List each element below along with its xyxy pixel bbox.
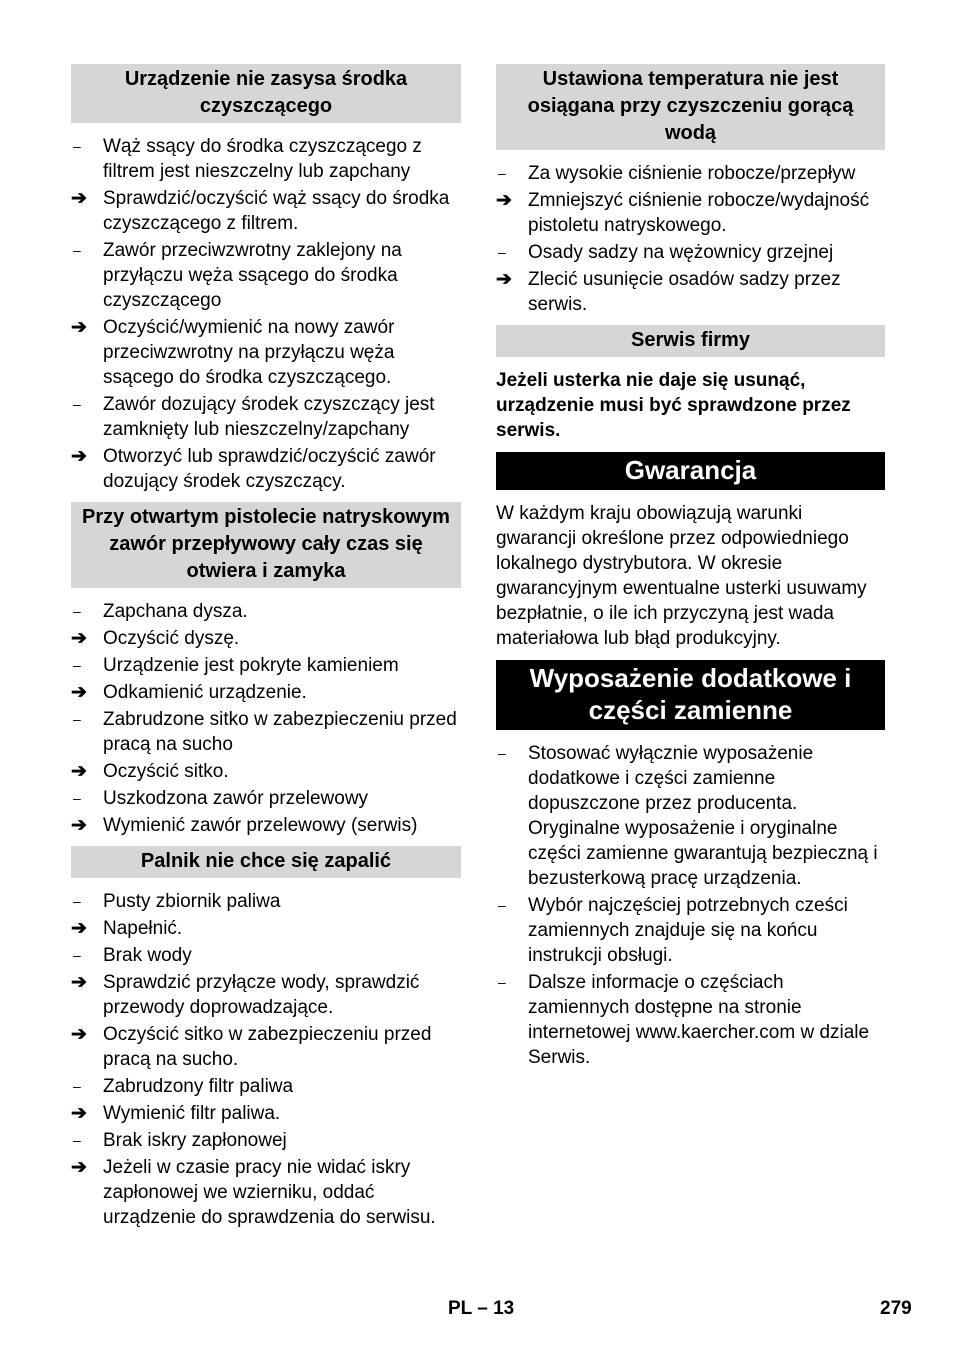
arrow-right-icon: ➔ xyxy=(71,918,87,939)
arrow-right-icon: ➔ xyxy=(71,188,87,209)
arrow-right-icon: ➔ xyxy=(71,1024,87,1045)
dash-bullet-icon: – xyxy=(73,1132,81,1148)
arrow-right-icon: ➔ xyxy=(71,446,87,467)
item-text: Zawór dozujący środek czyszczący jest zamknięty lub nieszczelny/zapchany xyxy=(103,394,435,440)
item-text: Brak wody xyxy=(103,945,192,966)
item-text: Wybór najczęściej potrzebnych cześci zamiennych znajduje się na końcu instrukcji obsługi. xyxy=(528,895,848,966)
dash-bullet-icon: – xyxy=(498,897,506,913)
footer-language: PL xyxy=(448,1298,472,1319)
dash-bullet-icon: – xyxy=(73,893,81,909)
dash-bullet-icon: – xyxy=(498,974,506,990)
item-text: Oczyścić dyszę. xyxy=(103,628,240,649)
cause-item xyxy=(496,161,885,186)
section-heading-accessories: Wyposażenie dodatkowe i części zamienne xyxy=(496,660,885,730)
item-text: Zabrudzone sitko w zabezpieczeniu przed pracą na sucho xyxy=(103,709,457,755)
item-text: Wąż ssący do środka czyszczącego z filtrem jest nieszczelny lub zapchany xyxy=(103,136,422,182)
arrow-right-icon: ➔ xyxy=(71,1103,87,1124)
cause-item xyxy=(71,1128,461,1153)
arrow-right-icon: ➔ xyxy=(71,761,87,782)
cause-item xyxy=(71,134,461,184)
cause-item xyxy=(71,1074,461,1099)
remedy-item xyxy=(71,813,461,838)
cause-item xyxy=(496,893,885,968)
section-heading-service: Serwis firmy xyxy=(496,325,885,357)
item-text: Osady sadzy na wężownicy grzejnej xyxy=(528,242,834,263)
dash-bullet-icon: – xyxy=(73,657,81,673)
item-text: Za wysokie ciśnienie robocze/przepływ xyxy=(528,163,856,184)
item-text: Wymienić filtr paliwa. xyxy=(103,1103,281,1124)
item-text: Zmniejszyć ciśnienie robocze/wydajność pistoletu natryskowego. xyxy=(528,190,870,236)
cause-item xyxy=(71,707,461,757)
item-text: Sprawdzić przyłącze wody, sprawdzić przewody doprowadzające. xyxy=(103,972,420,1018)
arrow-right-icon: ➔ xyxy=(71,628,87,649)
remedy-item xyxy=(496,188,885,238)
item-text: Zabrudzony filtr paliwa xyxy=(103,1076,294,1097)
arrow-right-icon: ➔ xyxy=(71,682,87,703)
item-text: Odkamienić urządzenie. xyxy=(103,682,307,703)
footer-language-page xyxy=(448,1298,514,1320)
section-heading-burner: Palnik nie chce się zapalić xyxy=(71,846,461,878)
section-heading-flow-valve: Przy otwartym pistolecie natryskowym zawór przepływowy cały czas się otwiera i zamyka xyxy=(71,502,461,588)
arrow-right-icon: ➔ xyxy=(71,815,87,836)
cause-item xyxy=(71,599,461,624)
troubleshooting-list xyxy=(71,889,461,1230)
remedy-item xyxy=(71,444,461,494)
item-text: Jeżeli w czasie pracy nie widać iskry zapłonowej we wzierniku, oddać urządzenie do sprawdzenia do serwisu. xyxy=(103,1157,436,1228)
arrow-right-icon: ➔ xyxy=(71,1157,87,1178)
dash-bullet-icon: – xyxy=(498,745,506,761)
remedy-item xyxy=(71,186,461,236)
dash-bullet-icon: – xyxy=(73,1078,81,1094)
item-text: Otworzyć lub sprawdzić/oczyścić zawór dozujący środek czyszczący. xyxy=(103,446,436,492)
remedy-item xyxy=(71,759,461,784)
cause-item xyxy=(71,889,461,914)
arrow-right-icon: ➔ xyxy=(71,972,87,993)
cause-item xyxy=(496,741,885,891)
arrow-right-icon: ➔ xyxy=(496,190,512,211)
dash-bullet-icon: – xyxy=(73,711,81,727)
dash-bullet-icon: – xyxy=(73,603,81,619)
remedy-item xyxy=(71,315,461,390)
footer-local-page: – 13 xyxy=(477,1298,515,1319)
item-text: Oczyścić sitko w zabezpieczeniu przed pracą na sucho. xyxy=(103,1024,432,1070)
troubleshooting-list xyxy=(71,599,461,838)
item-text: Zawór przeciwzwrotny zaklejony na przyłączu węża ssącego do środka czyszczącego xyxy=(103,240,402,311)
troubleshooting-list xyxy=(71,134,461,494)
item-text: Sprawdzić/oczyścić wąż ssący do środka czyszczącego z filtrem. xyxy=(103,188,450,234)
remedy-item xyxy=(71,1101,461,1126)
warranty-paragraph: W każdym kraju obowiązują warunki gwarancji określone przez odpowiedniego lokalnego dystrybutora. W okresie gwarancyjnym ewentualne usterki usuwamy bezpłatnie, o ile ich przyczyną jest wada materiałowa lub błąd produkcyjny. xyxy=(496,503,867,649)
dash-bullet-icon: – xyxy=(498,165,506,181)
item-text: Pusty zbiornik paliwa xyxy=(103,891,281,912)
remedy-item xyxy=(71,1155,461,1230)
right-column xyxy=(496,64,885,1078)
remedy-item xyxy=(71,626,461,651)
dash-bullet-icon: – xyxy=(73,396,81,412)
section-heading-temperature: Ustawiona temperatura nie jest osiągana przy czyszczeniu gorącą wodą xyxy=(496,64,885,150)
remedy-item xyxy=(496,267,885,317)
item-text: Uszkodzona zawór przelewowy xyxy=(103,788,369,809)
remedy-item xyxy=(71,1022,461,1072)
item-text: Napełnić. xyxy=(103,918,183,939)
remedy-item xyxy=(71,680,461,705)
cause-item xyxy=(496,240,885,265)
item-text: Dalsze informacje o częściach zamiennych dostępne na stronie internetowej www.kaercher.com w dziale Serwis. xyxy=(528,972,870,1068)
item-text: Wymienić zawór przelewowy (serwis) xyxy=(103,815,418,836)
cause-item xyxy=(496,970,885,1070)
item-text: Stosować wyłącznie wyposażenie dodatkowe i części zamienne dopuszczone przez producenta. Oryginalne wyposażenie i oryginalne części zamienne gwarantują bezpieczną i bezusterkową pracę urządzenia. xyxy=(528,743,878,889)
item-text: Urządzenie jest pokryte kamieniem xyxy=(103,655,399,676)
troubleshooting-list xyxy=(496,161,885,317)
cause-item xyxy=(71,653,461,678)
dash-bullet-icon: – xyxy=(73,790,81,806)
footer-page-number: 279 xyxy=(880,1298,912,1319)
item-text: Brak iskry zapłonowej xyxy=(103,1130,287,1151)
cause-item xyxy=(71,238,461,313)
item-text: Zlecić usunięcie osadów sadzy przez serwis. xyxy=(528,269,841,315)
arrow-right-icon: ➔ xyxy=(496,269,512,290)
dash-bullet-icon: – xyxy=(498,244,506,260)
dash-bullet-icon: – xyxy=(73,947,81,963)
service-paragraph: Jeżeli usterka nie daje się usunąć, urządzenie musi być sprawdzone przez serwis. xyxy=(496,370,851,441)
section-heading-no-detergent-suction: Urządzenie nie zasysa środka czyszczącego xyxy=(71,64,461,123)
accessories-list xyxy=(496,741,885,1070)
item-text: Oczyścić/wymienić na nowy zawór przeciwzwrotny na przyłączu węża ssącego do środka czyszczącego. xyxy=(103,317,395,388)
left-column xyxy=(71,64,461,1238)
item-text: Oczyścić sitko. xyxy=(103,761,229,782)
arrow-right-icon: ➔ xyxy=(71,317,87,338)
dash-bullet-icon: – xyxy=(73,138,81,154)
item-text: Zapchana dysza. xyxy=(103,601,248,622)
remedy-item xyxy=(71,916,461,941)
cause-item xyxy=(71,943,461,968)
cause-item xyxy=(71,786,461,811)
dash-bullet-icon: – xyxy=(73,242,81,258)
section-heading-warranty: Gwarancja xyxy=(496,452,885,490)
cause-item xyxy=(71,392,461,442)
remedy-item xyxy=(71,970,461,1020)
